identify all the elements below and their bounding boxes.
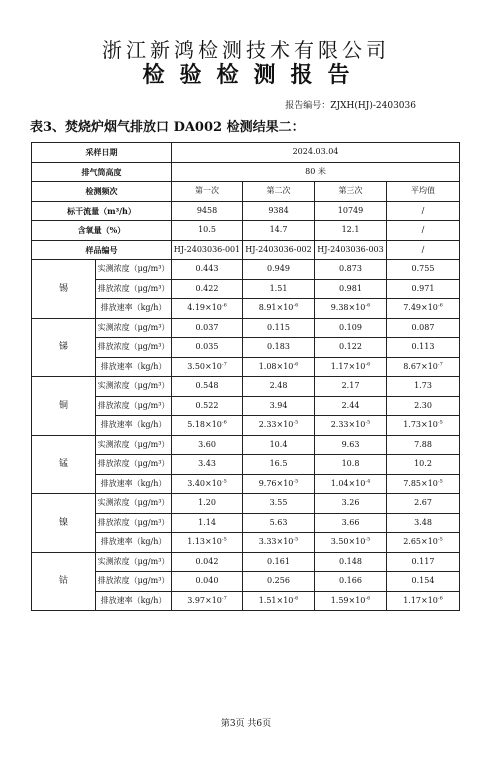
rate-mantissa: 4.19×10 [187, 303, 222, 313]
measured-concentration-value: 1.20 [172, 494, 243, 514]
emission-rate-value [387, 474, 460, 494]
emission-rate-value [387, 299, 460, 319]
emission-rate-value [387, 533, 460, 553]
rate-mantissa: 8.67×10 [403, 361, 438, 371]
row-label-measured: 实测浓度（μg/m³） [96, 260, 172, 280]
rate-exponent: -6 [221, 302, 227, 309]
stack-height-label: 排气筒高度 [32, 162, 172, 182]
sampling-date-value: 2024.03.04 [172, 143, 460, 163]
emission-rate-value [387, 591, 460, 611]
element-converted-row [32, 338, 460, 358]
stack-height-value: 80 米 [172, 162, 460, 182]
rate-mantissa: 3.40×10 [187, 478, 222, 488]
run-3-header: 第三次 [315, 182, 387, 202]
converted-concentration-value: 0.256 [243, 572, 315, 592]
measured-concentration-value: 3.26 [315, 494, 387, 514]
converted-concentration-value: 1.51 [243, 279, 315, 299]
measured-concentration-value: 0.109 [315, 318, 387, 338]
emission-rate-value [243, 591, 315, 611]
sampling-date-label: 采样日期 [32, 143, 172, 163]
converted-concentration-value: 0.981 [315, 279, 387, 299]
element-name: 镍 [32, 494, 96, 553]
measured-concentration-value: 2.67 [387, 494, 460, 514]
emission-rate-value [387, 357, 460, 377]
element-name: 锑 [32, 318, 96, 377]
oxygen-row [32, 221, 460, 241]
rate-exponent: -6 [293, 361, 299, 368]
element-rate-row [32, 474, 460, 494]
element-measured-row [32, 318, 460, 338]
measured-concentration-value: 0.087 [387, 318, 460, 338]
converted-concentration-value: 0.422 [172, 279, 243, 299]
emission-rate-value [243, 357, 315, 377]
rate-exponent: -6 [293, 302, 299, 309]
rate-mantissa: 2.33×10 [330, 420, 366, 430]
emission-rate-value [172, 299, 243, 319]
rate-exponent: -6 [365, 302, 371, 309]
rate-exponent: -5 [293, 536, 299, 543]
element-rate-row [32, 533, 460, 553]
rate-mantissa: 9.76×10 [258, 478, 294, 488]
measured-concentration-value: 0.042 [172, 552, 243, 572]
measured-concentration-value: 0.115 [243, 318, 315, 338]
flow-value: 9458 [172, 201, 243, 221]
stack-height-row [32, 162, 460, 182]
sample-id: HJ-2403036-002 [243, 240, 315, 260]
element-measured-row [32, 552, 460, 572]
rate-exponent: -7 [437, 361, 443, 368]
oxygen-value: 10.5 [172, 221, 243, 241]
measured-concentration-value: 0.117 [387, 552, 460, 572]
row-label-converted: 排放浓度（μg/m³） [96, 572, 172, 592]
converted-concentration-value: 1.14 [172, 513, 243, 533]
measured-concentration-value: 2.17 [315, 377, 387, 397]
row-label-converted: 排放浓度（μg/m³） [96, 455, 172, 475]
emission-rate-value [172, 416, 243, 436]
measured-concentration-value: 0.148 [315, 552, 387, 572]
measured-concentration-value: 9.63 [315, 435, 387, 455]
rate-exponent: -7 [221, 361, 227, 368]
row-label-rate: 排放速率（kg/h） [96, 591, 172, 611]
converted-concentration-value: 0.166 [315, 572, 387, 592]
row-label-rate: 排放速率（kg/h） [96, 357, 172, 377]
converted-concentration-value: 3.48 [387, 513, 460, 533]
measured-concentration-value: 0.443 [172, 260, 243, 280]
converted-concentration-value: 0.971 [387, 279, 460, 299]
element-measured-row [32, 435, 460, 455]
flow-row [32, 201, 460, 221]
converted-concentration-value: 3.43 [172, 455, 243, 475]
emission-rate-value [172, 533, 243, 553]
rate-exponent: -4 [365, 478, 371, 485]
measured-concentration-value: 2.48 [243, 377, 315, 397]
element-name: 钴 [32, 552, 96, 611]
converted-concentration-value: 3.66 [315, 513, 387, 533]
converted-concentration-value: 0.035 [172, 338, 243, 358]
sampling-date-row [32, 143, 460, 163]
converted-concentration-value: 0.154 [387, 572, 460, 592]
rate-mantissa: 9.38×10 [330, 303, 366, 313]
rate-mantissa: 3.97×10 [187, 595, 222, 605]
measured-concentration-value: 1.73 [387, 377, 460, 397]
element-measured-row [32, 377, 460, 397]
converted-concentration-value: 3.94 [243, 396, 315, 416]
row-label-rate: 排放速率（kg/h） [96, 416, 172, 436]
converted-concentration-value: 2.30 [387, 396, 460, 416]
rate-mantissa: 3.33×10 [258, 537, 294, 547]
element-name: 铜 [32, 377, 96, 436]
rate-mantissa: 1.08×10 [258, 361, 294, 371]
converted-concentration-value: 0.522 [172, 396, 243, 416]
measured-concentration-value: 0.161 [243, 552, 315, 572]
element-name: 锰 [32, 435, 96, 494]
measured-concentration-value: 3.55 [243, 494, 315, 514]
emission-rate-value [172, 474, 243, 494]
rate-mantissa: 3.50×10 [330, 537, 366, 547]
row-label-measured: 实测浓度（μg/m³） [96, 377, 172, 397]
run-2-header: 第二次 [243, 182, 315, 202]
flow-value: 10749 [315, 201, 387, 221]
row-label-rate: 排放速率（kg/h） [96, 533, 172, 553]
element-rate-row [32, 591, 460, 611]
rate-mantissa: 1.13×10 [187, 537, 222, 547]
sample-id: / [387, 240, 460, 260]
row-label-measured: 实测浓度（μg/m³） [96, 318, 172, 338]
flow-value: 9384 [243, 201, 315, 221]
rate-exponent: -6 [365, 361, 371, 368]
rate-exponent: -6 [365, 595, 371, 602]
rate-exponent: -5 [221, 478, 227, 485]
flow-value: / [387, 201, 460, 221]
oxygen-value: / [387, 221, 460, 241]
rate-exponent: -6 [293, 595, 299, 602]
emission-rate-value [172, 357, 243, 377]
report-title: 检验检测报告 [142, 62, 365, 88]
rate-mantissa: 1.59×10 [330, 595, 366, 605]
measured-concentration-value: 3.60 [172, 435, 243, 455]
sample-id: HJ-2403036-001 [172, 240, 243, 260]
row-label-rate: 排放速率（kg/h） [96, 474, 172, 494]
rate-exponent: -5 [437, 419, 443, 426]
converted-concentration-value: 0.122 [315, 338, 387, 358]
emission-rate-value [243, 533, 315, 553]
converted-concentration-value: 0.183 [243, 338, 315, 358]
converted-concentration-value: 0.040 [172, 572, 243, 592]
table-caption: 表3、焚烧炉烟气排放口 DA002 检测结果二： [30, 120, 305, 135]
flow-label: 标干流量（m³/h） [32, 201, 172, 221]
measured-concentration-value: 10.4 [243, 435, 315, 455]
measured-concentration-value: 0.037 [172, 318, 243, 338]
rate-mantissa: 1.17×10 [330, 361, 366, 371]
oxygen-value: 14.7 [243, 221, 315, 241]
rate-mantissa: 7.49×10 [403, 303, 438, 313]
average-header: 平均值 [387, 182, 460, 202]
row-label-converted: 排放浓度（μg/m³） [96, 338, 172, 358]
measured-concentration-value: 0.949 [243, 260, 315, 280]
row-label-converted: 排放浓度（μg/m³） [96, 279, 172, 299]
sample-id-row [32, 240, 460, 260]
measured-concentration-value: 0.755 [387, 260, 460, 280]
row-label-rate: 排放速率（kg/h） [96, 299, 172, 319]
element-converted-row [32, 572, 460, 592]
element-rate-row [32, 357, 460, 377]
measured-concentration-value: 0.873 [315, 260, 387, 280]
row-label-converted: 排放浓度（μg/m³） [96, 513, 172, 533]
element-converted-row [32, 455, 460, 475]
page-footer: 第3页 共6页 [220, 719, 272, 729]
rate-exponent: -5 [437, 536, 443, 543]
emission-rate-value [243, 416, 315, 436]
row-label-measured: 实测浓度（μg/m³） [96, 435, 172, 455]
rate-mantissa: 1.04×10 [330, 478, 366, 488]
rate-mantissa: 8.91×10 [258, 303, 294, 313]
row-label-converted: 排放浓度（μg/m³） [96, 396, 172, 416]
rate-mantissa: 3.50×10 [187, 361, 222, 371]
rate-mantissa: 1.73×10 [403, 420, 438, 430]
row-label-measured: 实测浓度（μg/m³） [96, 494, 172, 514]
converted-concentration-value: 10.8 [315, 455, 387, 475]
element-rate-row [32, 416, 460, 436]
element-measured-row [32, 494, 460, 514]
emission-rate-value [315, 533, 387, 553]
rate-exponent: -5 [293, 419, 299, 426]
converted-concentration-value: 2.44 [315, 396, 387, 416]
emission-rate-value [243, 474, 315, 494]
oxygen-value: 12.1 [315, 221, 387, 241]
rate-mantissa: 1.51×10 [258, 595, 294, 605]
element-name: 锡 [32, 260, 96, 319]
frequency-label: 检测频次 [32, 182, 172, 202]
converted-concentration-value: 16.5 [243, 455, 315, 475]
sample-id: HJ-2403036-003 [315, 240, 387, 260]
row-label-measured: 实测浓度（μg/m³） [96, 552, 172, 572]
run-1-header: 第一次 [172, 182, 243, 202]
emission-rate-value [172, 591, 243, 611]
element-measured-row [32, 260, 460, 280]
rate-exponent: -7 [221, 595, 227, 602]
converted-concentration-value: 0.113 [387, 338, 460, 358]
emission-rate-value [387, 416, 460, 436]
rate-mantissa: 7.85×10 [403, 478, 438, 488]
rate-exponent: -5 [437, 478, 443, 485]
rate-exponent: -5 [365, 536, 371, 543]
rate-mantissa: 2.65×10 [403, 537, 438, 547]
measured-concentration-value: 0.548 [172, 377, 243, 397]
emission-rate-value [243, 299, 315, 319]
emission-rate-value [315, 299, 387, 319]
element-converted-row [32, 279, 460, 299]
rate-exponent: -5 [293, 478, 299, 485]
element-rate-row [32, 299, 460, 319]
oxygen-label: 含氧量（%） [32, 221, 172, 241]
converted-concentration-value: 5.63 [243, 513, 315, 533]
rate-exponent: -6 [221, 419, 227, 426]
emission-rate-value [315, 591, 387, 611]
rate-mantissa: 1.17×10 [403, 595, 438, 605]
rate-exponent: -6 [437, 595, 443, 602]
report-number: 报告编号：ZJXH(HJ)-2403036 [285, 101, 416, 111]
element-converted-row [32, 396, 460, 416]
company-name: 浙江新鸿检测技术有限公司 [102, 38, 390, 62]
rate-exponent: -5 [221, 536, 227, 543]
emission-rate-value [315, 357, 387, 377]
rate-mantissa: 5.18×10 [187, 420, 222, 430]
rate-exponent: -5 [365, 419, 371, 426]
sample-id-label: 样品编号 [32, 240, 172, 260]
results-table [31, 142, 460, 611]
rate-exponent: -6 [437, 302, 443, 309]
measured-concentration-value: 7.88 [387, 435, 460, 455]
element-converted-row [32, 513, 460, 533]
emission-rate-value [315, 474, 387, 494]
emission-rate-value [315, 416, 387, 436]
converted-concentration-value: 10.2 [387, 455, 460, 475]
rate-mantissa: 2.33×10 [258, 420, 294, 430]
frequency-row [32, 182, 460, 202]
